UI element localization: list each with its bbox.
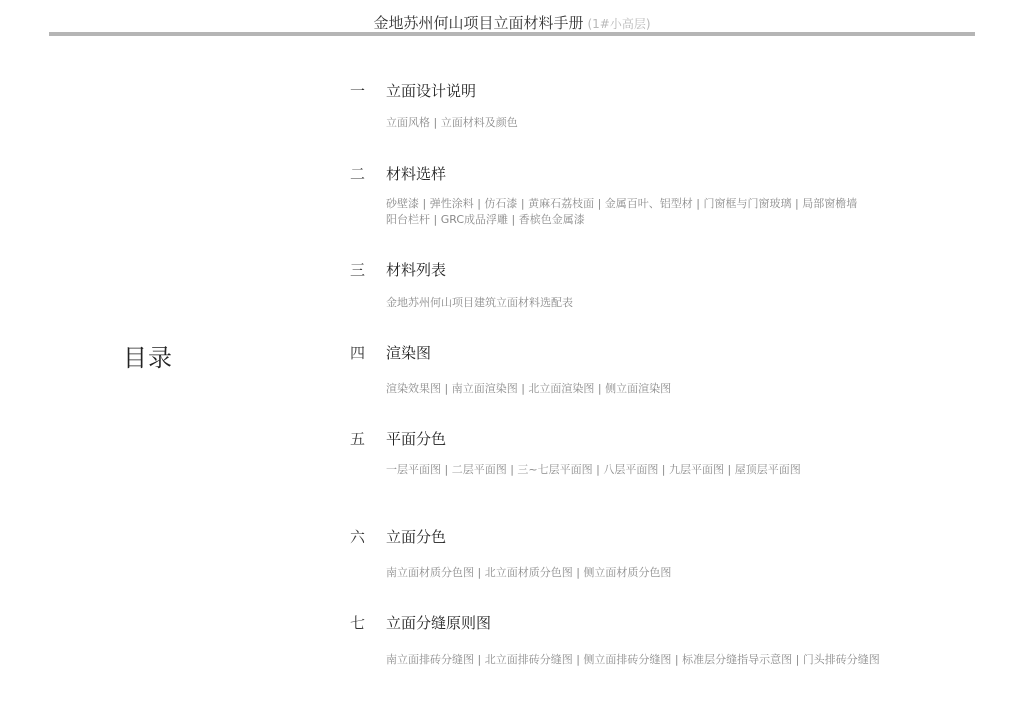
toc-section-title: 平面分色 bbox=[386, 430, 447, 448]
toc-section-items bbox=[386, 196, 976, 228]
toc-section-items bbox=[386, 295, 976, 311]
toc-section-2[interactable] bbox=[350, 164, 970, 226]
toc-section-title: 渲染图 bbox=[386, 344, 432, 362]
toc-section-header bbox=[350, 81, 970, 101]
toc-section-header bbox=[350, 164, 970, 184]
toc-section-header bbox=[350, 260, 970, 280]
toc-heading: 目录 bbox=[123, 344, 173, 372]
toc-item-line: 渲染效果图 | 南立面渲染图 | 北立面渲染图 | 侧立面渲染图 bbox=[386, 382, 672, 395]
toc-section-items bbox=[386, 652, 976, 668]
toc-section-5[interactable] bbox=[350, 429, 970, 476]
toc-section-number: 四 bbox=[350, 344, 366, 362]
toc-section-items bbox=[386, 115, 976, 131]
toc-section-4[interactable] bbox=[350, 343, 970, 395]
toc-section-items bbox=[386, 462, 976, 478]
toc-section-number: 一 bbox=[350, 82, 366, 100]
toc-section-header bbox=[350, 527, 970, 547]
toc-section-1[interactable] bbox=[350, 81, 970, 129]
toc-section-title: 立面设计说明 bbox=[386, 82, 477, 100]
toc-section-items bbox=[386, 565, 976, 581]
toc-item-line: 阳台栏杆 | GRC成品浮雕 | 香槟色金属漆 bbox=[386, 213, 585, 226]
toc-section-number: 五 bbox=[350, 430, 366, 448]
toc-section-title: 立面分色 bbox=[386, 528, 447, 546]
toc-section-title: 材料选样 bbox=[386, 165, 447, 183]
header-divider bbox=[49, 32, 975, 36]
toc-section-header bbox=[350, 613, 970, 633]
toc-section-3[interactable] bbox=[350, 260, 970, 309]
toc-item-line: 南立面材质分色图 | 北立面材质分色图 | 侧立面材质分色图 bbox=[386, 566, 672, 579]
toc-section-header bbox=[350, 429, 970, 449]
document-title: 金地苏州何山项目立面材料手册 bbox=[373, 14, 584, 32]
toc-section-items bbox=[386, 381, 976, 397]
toc-section-number: 三 bbox=[350, 261, 366, 279]
toc-section-number: 六 bbox=[350, 528, 366, 546]
toc-item-line: 南立面排砖分缝图 | 北立面排砖分缝图 | 侧立面排砖分缝图 | 标准层分缝指导示意图 | 门头排砖分缝图 bbox=[386, 653, 880, 666]
toc-section-6[interactable] bbox=[350, 527, 970, 579]
toc-section-number: 七 bbox=[350, 614, 366, 632]
toc-section-header bbox=[350, 343, 970, 363]
document-subtitle: (1#小高层) bbox=[587, 17, 651, 31]
toc-section-title: 立面分缝原则图 bbox=[386, 614, 492, 632]
toc-item-line: 砂壁漆 | 弹性涂料 | 仿石漆 | 黄麻石荔枝面 | 金属百叶、铝型材 | 门窗框与门窗玻璃 | 局部窗檐墙 bbox=[386, 197, 858, 210]
toc-section-title: 材料列表 bbox=[386, 261, 447, 279]
toc-item-line: 立面风格 | 立面材料及颜色 bbox=[386, 116, 518, 129]
toc-section-7[interactable] bbox=[350, 613, 970, 666]
toc-item-line: 一层平面图 | 二层平面图 | 三~七层平面图 | 八层平面图 | 九层平面图 | 屋顶层平面图 bbox=[386, 463, 801, 476]
page-header bbox=[0, 14, 1024, 33]
toc-item-line: 金地苏州何山项目建筑立面材料选配表 bbox=[386, 296, 573, 309]
toc-section-number: 二 bbox=[350, 165, 366, 183]
